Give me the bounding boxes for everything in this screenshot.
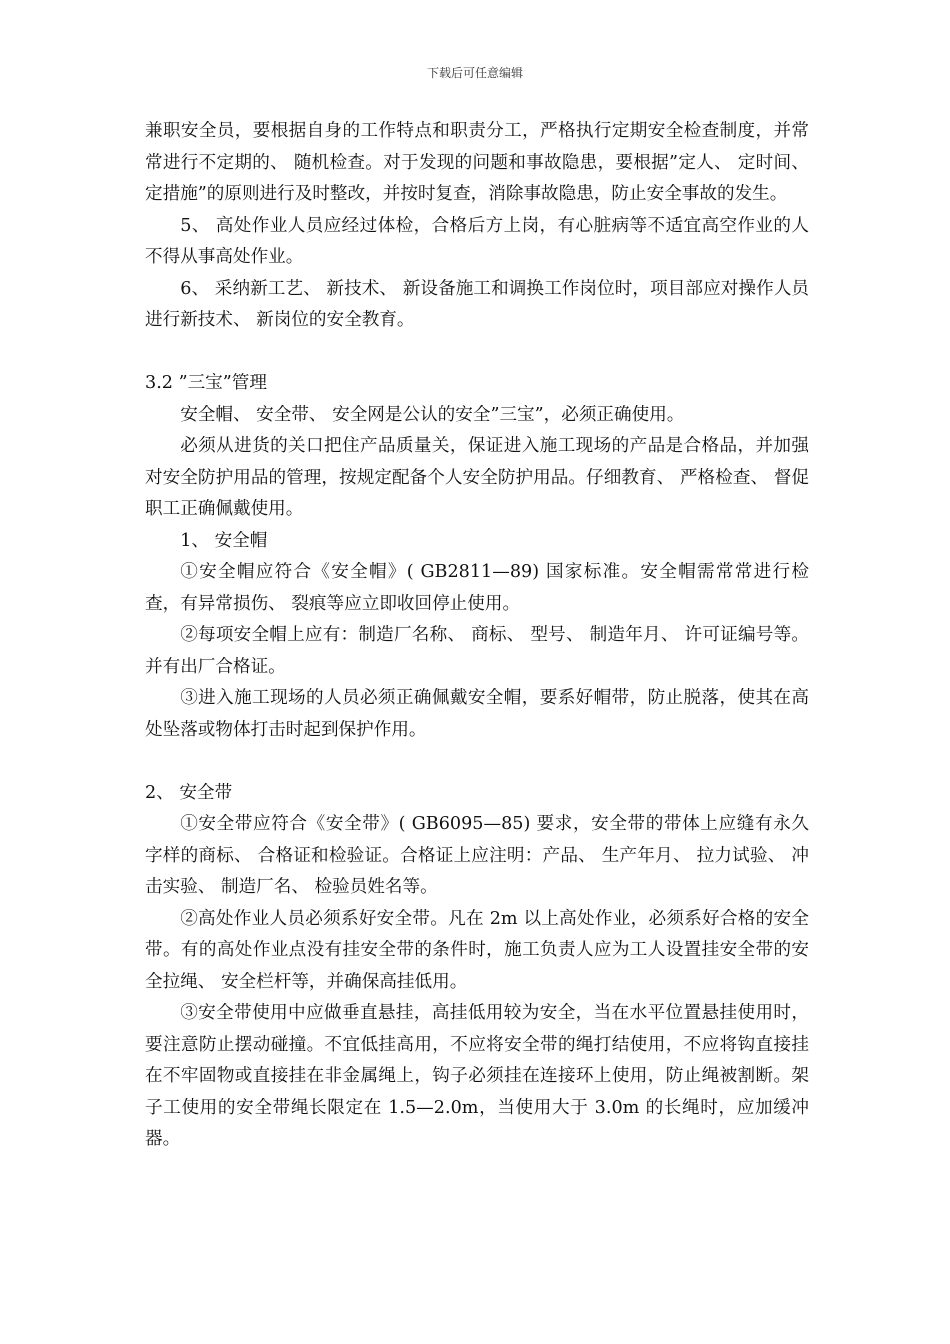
subheading-helmet: 1、 安全帽 xyxy=(180,530,268,551)
paragraph-helmet-2: ②每项安全帽上应有：制造厂名称、 商标、 型号、 制造年月、 许可证编号等。并有出厂合格证。 xyxy=(145,625,809,677)
paragraph-item-5: 5、 高处作业人员应经过体检，合格后方上岗，有心脏病等不适宜高空作业的人不得从事高处作业。 xyxy=(145,215,809,267)
subheading-safety-belt: 2、 安全带 xyxy=(145,782,233,803)
page-header: 下载后可任意编辑 xyxy=(426,66,523,80)
paragraph-safety-inspection: 兼职安全员，要根据自身的工作特点和职责分工，严格执行定期安全检查制度，并常常进行不定期的、 随机检查。对于发现的问题和事故隐患，要根据”定人、 定时间、 定措施”的原则进行及时整改，并按时复查，消除事故隐患，防止安全事故的发生。 xyxy=(145,121,809,204)
spacer xyxy=(145,746,809,778)
paragraph-item-6: 6、 采纳新工艺、 新技术、 新设备施工和调换工作岗位时，项目部应对操作人员进行新技术、 新岗位的安全教育。 xyxy=(145,278,809,330)
paragraph-belt-3: ③安全带使用中应做垂直悬挂，高挂低用较为安全，当在水平位置悬挂使用时，要注意防止摆动碰撞。不宜低挂高用，不应将安全带的绳打结使用，不应将钩直接挂在不牢固物或直接挂在非金属绳上，钩子必须挂在连接环上使用，防止绳被割断。架子工使用的安全带绳长限定在 1.5—2.0m，当使用大于 3.0m 的长绳时，应加缓冲器。 xyxy=(145,1003,809,1149)
paragraph-belt-2: ②高处作业人员必须系好安全带。凡在 2m 以上高处作业，必须系好合格的安全带。有的高处作业点没有挂安全带的条件时，施工负责人应为工人设置挂安全带的安全拉绳、 安全栏杆等，并确保高挂低用。 xyxy=(145,908,809,992)
document-body xyxy=(145,116,809,1156)
paragraph-belt-1: ①安全带应符合《安全带》( GB6095—85) 要求，安全带的带体上应缝有永久字样的商标、 合格证和检验证。合格证上应注明：产品、 生产年月、 拉力试验、 冲击实验、 制造厂名、 检验员姓名等。 xyxy=(145,814,809,897)
paragraph-helmet-1: ①安全帽应符合《安全帽》( GB2811—89) 国家标准。安全帽需常常进行检查，有异常损伤、 裂痕等应立即收回停止使用。 xyxy=(145,562,809,614)
paragraph-helmet-3: ③进入施工现场的人员必须正确佩戴安全帽，要系好帽带，防止脱落，使其在高处坠落或物体打击时起到保护作用。 xyxy=(145,688,809,740)
section-heading-3-2: 3.2 ”三宝”管理 xyxy=(145,373,267,393)
paragraph-three-treasures: 安全帽、 安全带、 安全网是公认的安全”三宝”，必须正确使用。 xyxy=(180,404,685,425)
spacer xyxy=(145,337,809,369)
paragraph-quality-control: 必须从进货的关口把住产品质量关，保证进入施工现场的产品是合格品，并加强对安全防护用品的管理，按规定配备个人安全防护用品。仔细教育、 严格检查、 督促职工正确佩戴使用。 xyxy=(145,436,809,519)
